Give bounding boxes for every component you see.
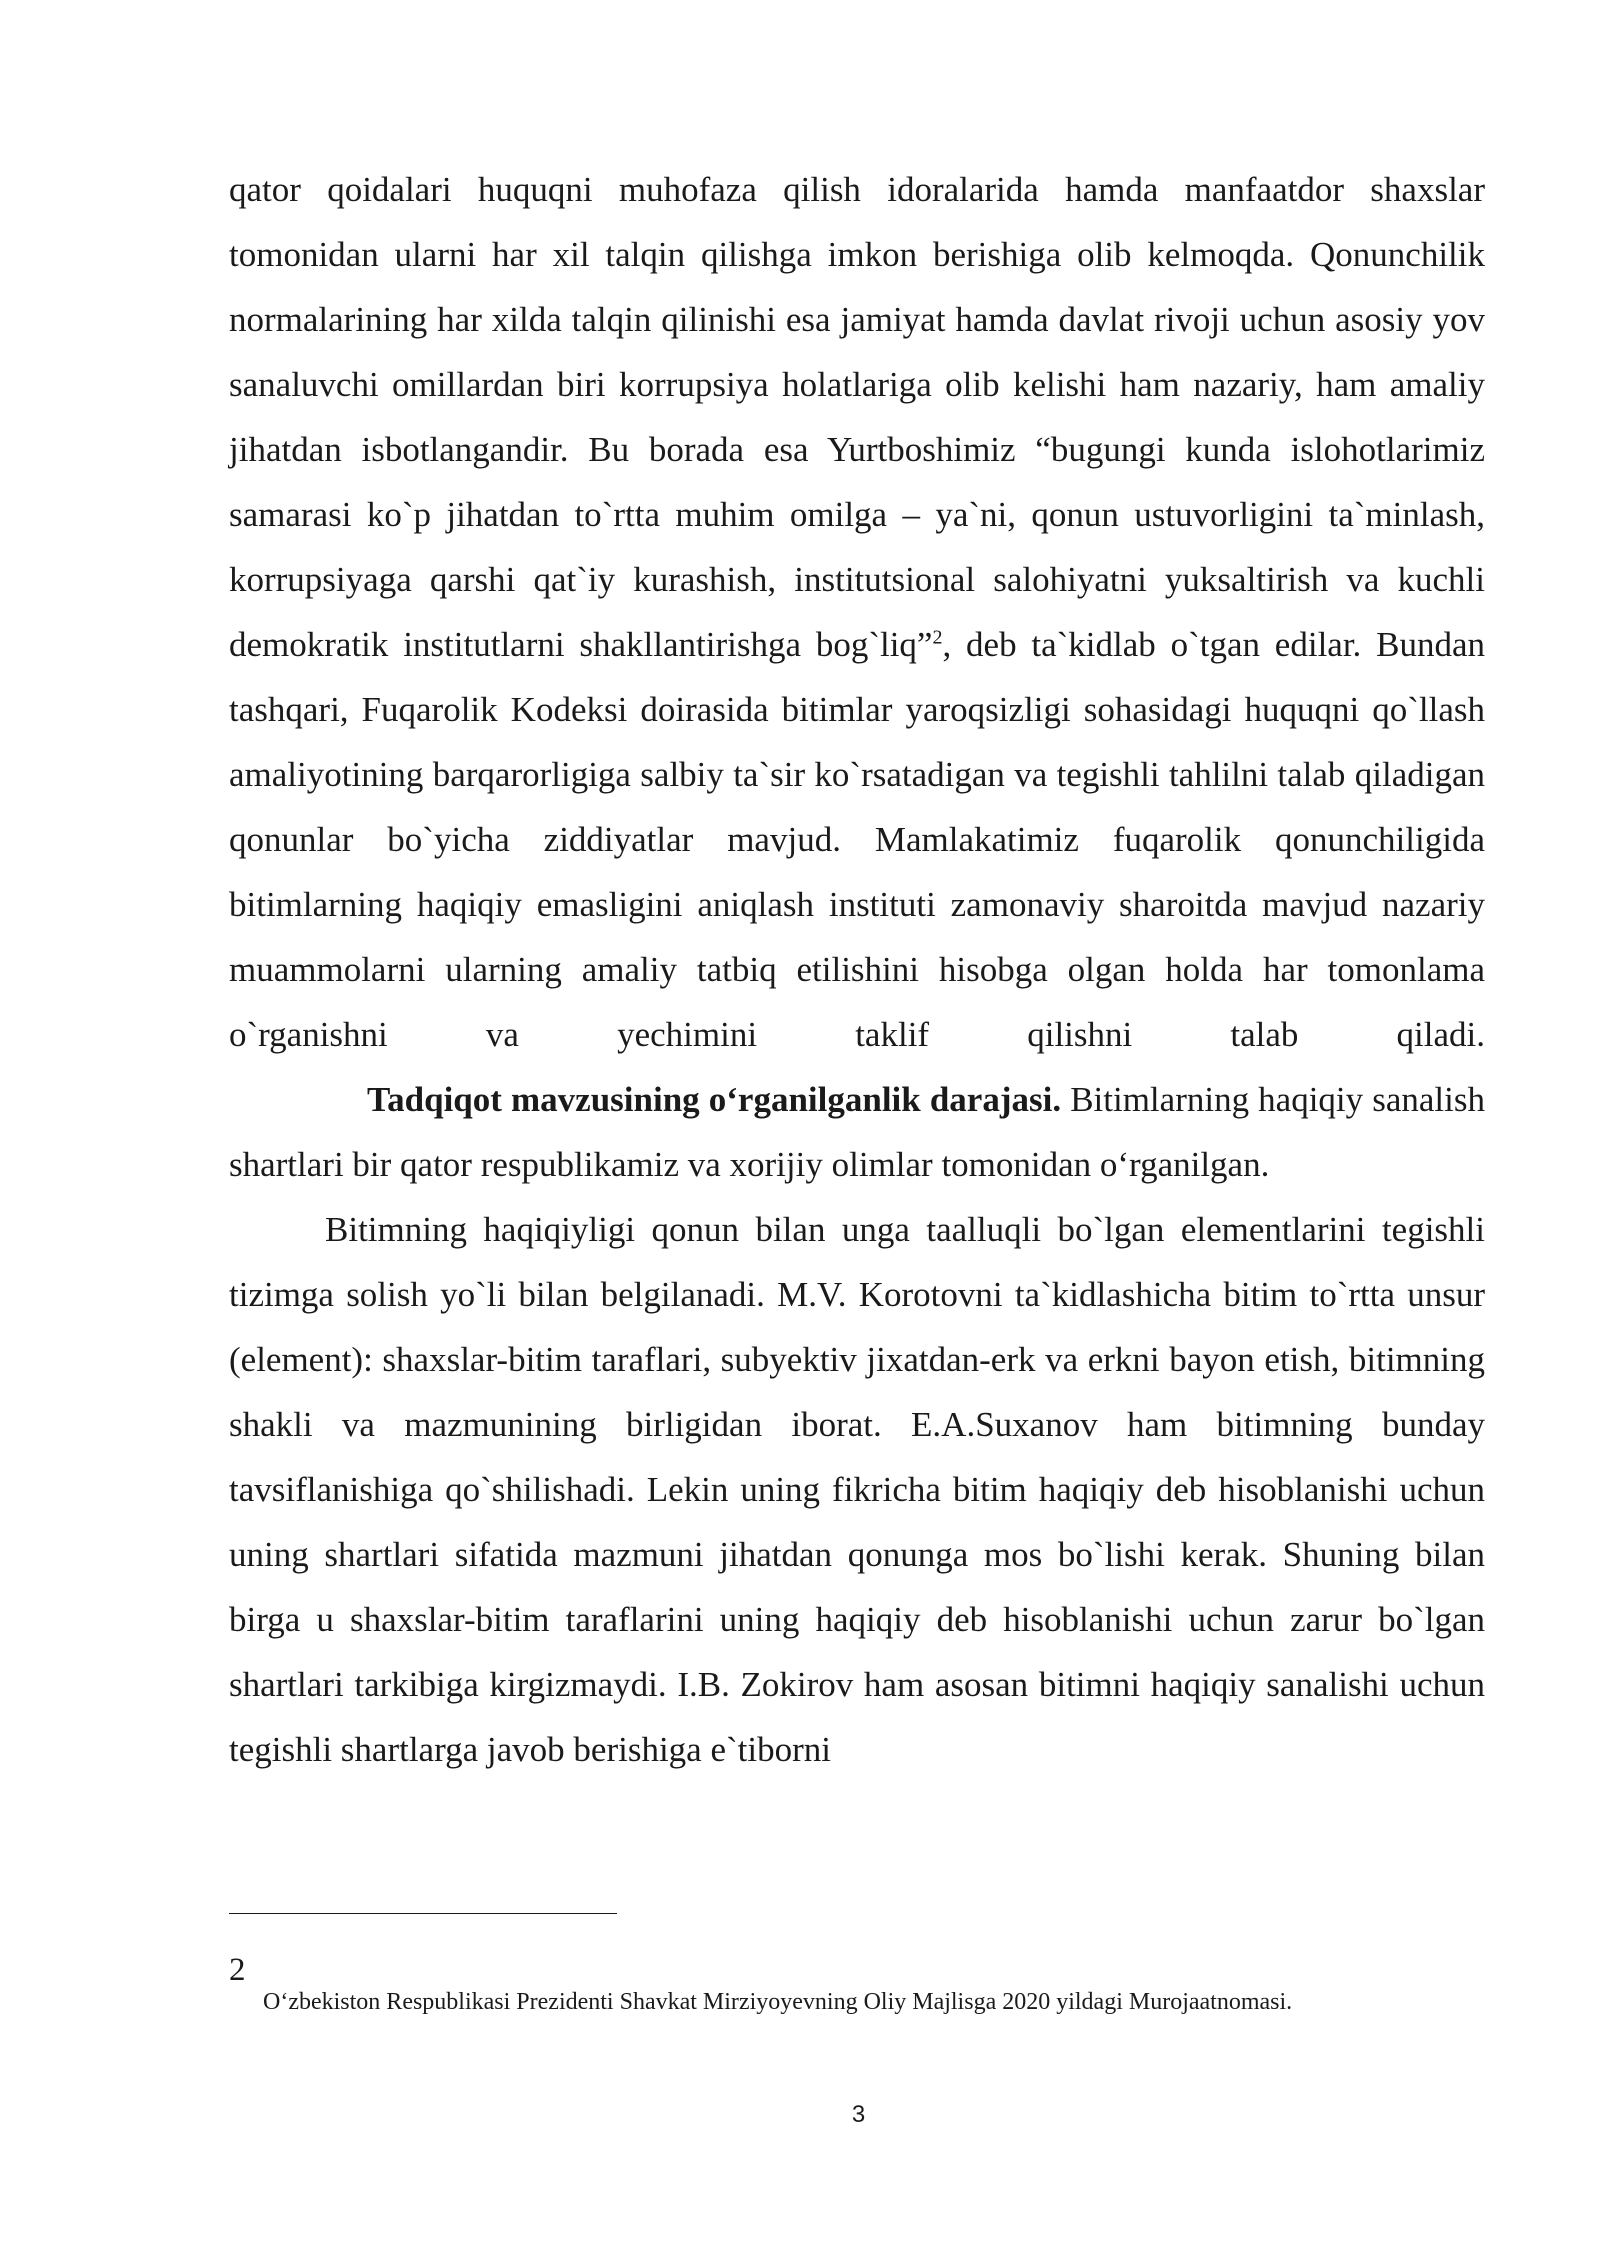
footnote-reference[interactable]: 2 xyxy=(932,626,943,649)
paragraph xyxy=(229,1067,1485,1197)
paragraph-text: Bitimning haqiqiyligi qonun bilan unga taalluqli bo`lgan elementlarini tegishli tizimga solish yo`li bilan belgilanadi. M.V. Korotovni ta`kidlashicha bitim to`rtta unsur (element): shaxslar-bitim taraflari, subyektiv jixatdan-erk va erkni bayon etish, bitimning shakli va mazmunining birligidan iborat. E.A.Suxanov ham bitimning bunday tavsiflanishiga qo`shilishadi. Lekin uning fikricha bitim haqiqiy deb hisoblanishi uchun uning shartlari sifatida mazmuni jihatdan qonunga mos bo`lishi kerak. Shuning bilan birga u shaxslar-bitim taraflarini uning haqiqiy deb hisoblanishi uchun zarur bo`lgan shartlari tarkibiga kirgizmaydi. I.B. Zokirov ham asosan bitimni haqiqiy sanalishi uchun tegishli shartlarga javob berishiga e`tiborni xyxy=(229,1210,1485,1769)
paragraph-text: qator qoidalari huquqni muhofaza qilish idoralarida hamda manfaatdor shaxslar tomonidan ularni har xil talqin qilishga imkon berishiga olib kelmoqda. Qonunchilik normalarining har xilda talqin qilinishi esa jamiyat hamda davlat rivoji uchun asosiy yov sanaluvchi omillardan biri korrupsiya holatlariga olib kelishi ham nazariy, ham amaliy jihatdan isbotlangandir. Bu borada esa Yurtboshimiz “bugungi kunda islohotlarimiz samarasi ko`p jihatdan to`rtta muhim omilga – ya`ni, qonun ustuvorligini ta`minlash, korrupsiyaga qarshi qat`iy kurashish, institutsional salohiyatni yuksaltirish va kuchli demokratik institutlarni shakllantirishga bog`liq” xyxy=(229,170,1485,664)
body-text xyxy=(229,157,1485,1782)
section-heading: Tadqiqot mavzusining o‘rganilganlik darajasi. xyxy=(367,1080,1062,1119)
footnote-text: O‘zbekiston Respublikasi Prezidenti Shavkat Mirziyoyevning Oliy Majlisga 2020 yildagi Murojaatnomasi. xyxy=(263,1989,1293,2015)
paragraph-text: , deb ta`kidlab o`tgan edilar. Bundan tashqari, Fuqarolik Kodeksi doirasida bitimlar yaroqsizligi sohasidagi huquqni qo`llash amaliyotining barqarorligiga salbiy ta`sir ko`rsatadigan va tegishli tahlilni talab qiladigan qonunlar bo`yicha ziddiyatlar mavjud. Mamlakatimiz fuqarolik qonunchiligida bitimlarning haqiqiy emasligini aniqlash instituti zamonaviy sharoitda mavjud nazariy muammolarni ularning amaliy tatbiq etilishini hisobga olgan holda har tomonlama o`rganishni va yechimini taklif qilishni talab qiladi. xyxy=(229,625,1485,1054)
page-number: 3 xyxy=(851,2101,866,2128)
footnote-number: 2 xyxy=(229,1952,246,1988)
footnote-separator xyxy=(229,1913,617,1914)
paragraph-text: Bitimlarning haqiqiy sanalish shartlari bir qator respublikamiz va xorijiy olimlar tomonidan o‘rganilgan. xyxy=(229,1080,1486,1184)
paragraph xyxy=(229,1197,1485,1782)
paragraph xyxy=(229,157,1485,1067)
